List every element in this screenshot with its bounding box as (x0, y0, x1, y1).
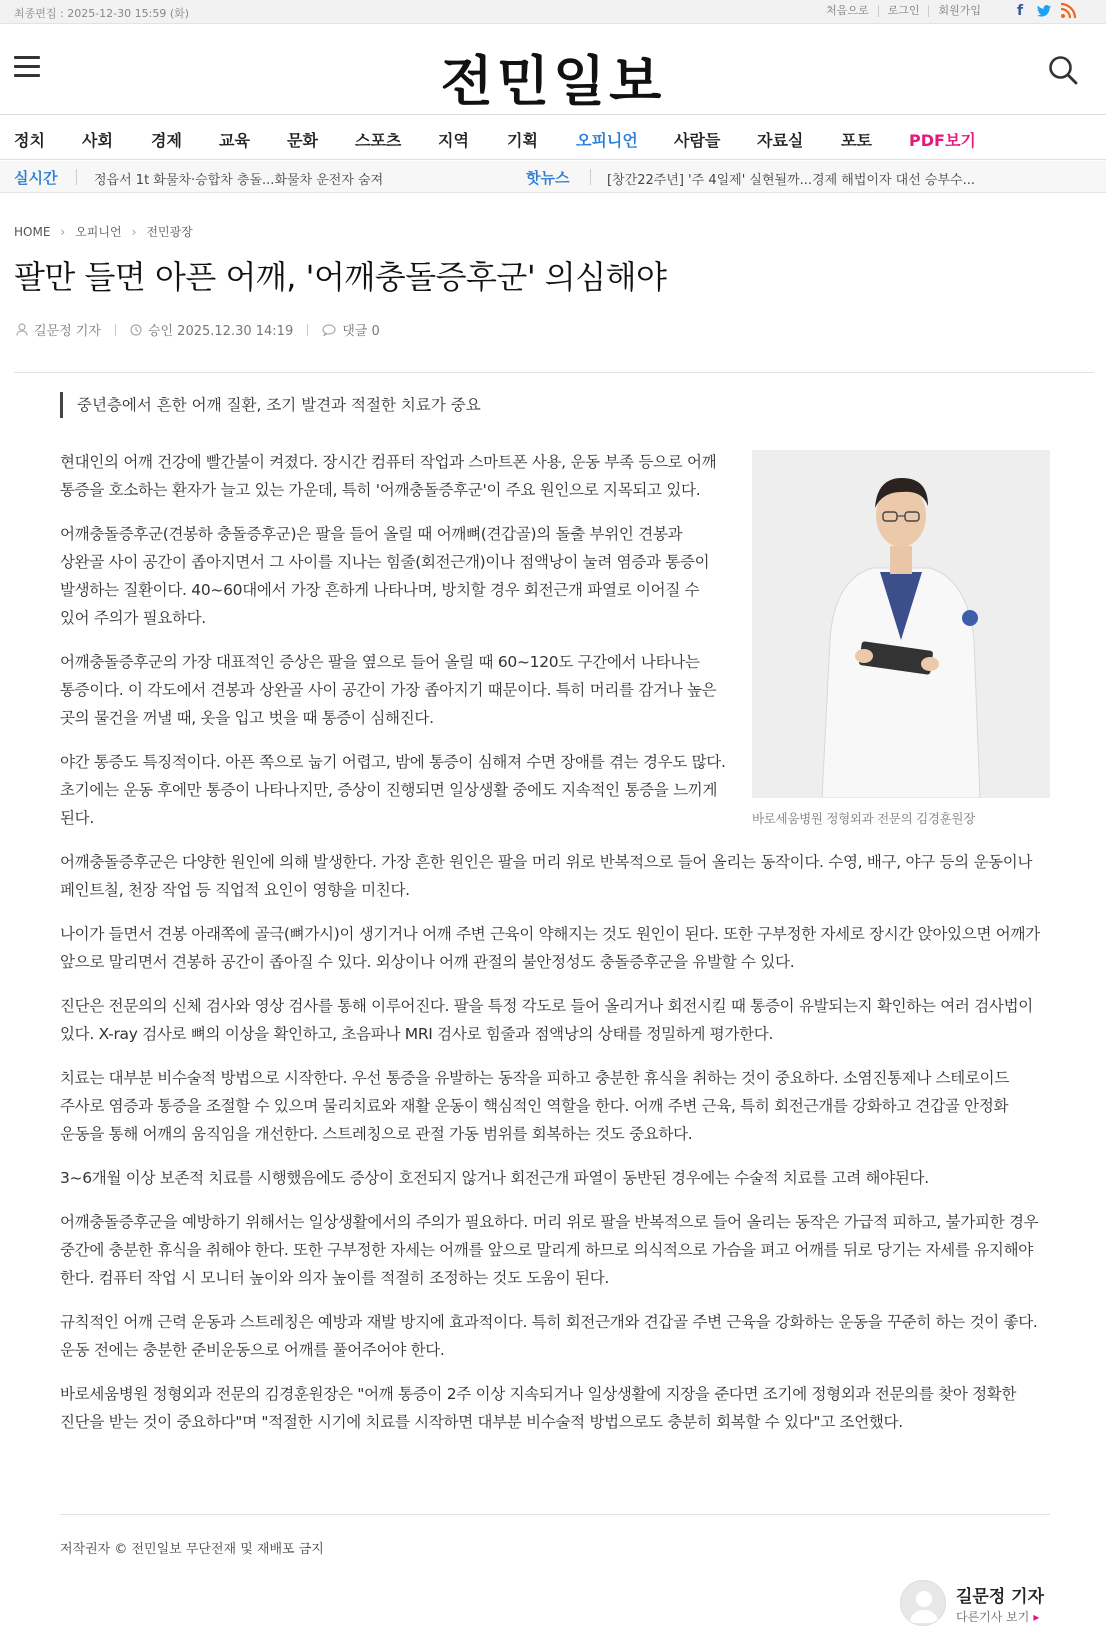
news-ticker (0, 161, 1106, 193)
top-links (817, 5, 990, 17)
nav-archive[interactable]: 자료실 (757, 131, 804, 150)
chevron-right-icon: › (131, 224, 137, 239)
nav-region[interactable]: 지역 (438, 131, 469, 150)
article-paragraph: 현대인의 어깨 건강에 빨간불이 켜졌다. 장시간 컴퓨터 작업과 스마트폰 사용, 운동 부족 등으로 어깨 통증을 호소하는 환자가 늘고 있는 가운데, 특히 '어깨충돌증후군'이 주요 원인으로 지목되고 있다. (60, 453, 717, 499)
arrow-right-icon: ▸ (1033, 1610, 1040, 1624)
nav-culture[interactable]: 문화 (287, 131, 318, 150)
user-icon (16, 323, 28, 336)
nav-photo[interactable]: 포토 (841, 131, 872, 150)
signup-link[interactable]: 회원가입 (928, 5, 990, 17)
author-box-name[interactable]: 길문정 기자 (956, 1587, 1045, 1607)
nav-opinion[interactable]: 오피니언 (576, 131, 638, 150)
hot-news-label: 핫뉴스 (526, 169, 570, 187)
ticker-divider (76, 169, 77, 185)
hot-news-headline[interactable]: [창간22주년] '주 4일제' 실현될까...경제 해법이자 대선 승부수... (607, 173, 975, 188)
chevron-right-icon: › (60, 224, 66, 239)
site-logo[interactable]: 전민일보 (440, 49, 666, 113)
article-byline (16, 320, 380, 339)
main-nav (0, 116, 1106, 160)
article-paragraph: 나이가 들면서 견봉 아래쪽에 골극(뼈가시)이 생기거나 어깨 주변 근육이 약해지는 것도 원인이 된다. 또한 구부정한 자세로 장시간 앉아있으면 어깨가 앞으로 말리면서 견봉하 공간이 좁아질 수 있다. 외상이나 어깨 관절의 불안정성도 충돌증후군을 유발할 수 있다. (60, 925, 1040, 971)
copyright-notice: 저작권자 © 전민일보 무단전재 및 재배포 금지 (60, 1542, 324, 1557)
article-paragraph: 바로세움병원 정형외과 전문의 김경훈원장은 "어깨 통증이 2주 이상 지속되거나 일상생활에 지장을 준다면 조기에 정형외과 전문의를 찾아 정확한 진단을 받는 것이 중요하다"며 "적절한 시기에 치료를 시작하면 대부분 비수술적 방법으로도 충분히 회복할 수 있다"고 조언했다. (60, 1385, 1017, 1431)
other-articles-label: 다른기사 보기 (956, 1610, 1030, 1624)
ticker-divider (590, 169, 591, 185)
article-title: 팔만 들면 아픈 어깨, '어깨충돌증후군' 의심해야 (14, 258, 667, 296)
article-body (60, 448, 1050, 1452)
breadcrumb-home[interactable]: HOME (14, 224, 51, 239)
top-bar (0, 0, 1106, 24)
doctor-photo[interactable] (752, 450, 1050, 798)
article-paragraph: 어깨충돌증후군을 예방하기 위해서는 일상생활에서의 주의가 필요하다. 머리 위로 팔을 반복적으로 들어 올리는 동작은 가급적 피하고, 불가피한 경우 중간에 충분한 휴식을 취해야 한다. 또한 구부정한 자세는 어깨를 앞으로 말리게 하므로 의식적으로 가슴을 펴고 어깨를 뒤로 당기는 자세를 유지해야 한다. 컴퓨터 작업 시 모니터 높이와 의자 높이를 적절히 조정하는 것도 도움이 된다. (60, 1213, 1039, 1287)
photo-caption: 바로세움병원 정형외과 전문의 김경훈원장 (752, 811, 975, 826)
nav-sports[interactable]: 스포츠 (355, 131, 402, 150)
comment-icon (322, 324, 336, 336)
realtime-headline[interactable]: 정읍서 1t 화물차·승합차 충돌...화물차 운전자 숨져 (94, 173, 384, 188)
nav-people[interactable]: 사람들 (674, 131, 721, 150)
search-icon[interactable] (1048, 55, 1078, 85)
nav-planning[interactable]: 기획 (507, 131, 538, 150)
byline-divider (115, 324, 116, 336)
approved-time: 승인 2025.12.30 14:19 (147, 324, 294, 339)
avatar[interactable] (900, 1580, 946, 1626)
site-header (0, 25, 1106, 115)
author-name[interactable]: 길문정 기자 (34, 324, 101, 339)
article-paragraph: 진단은 전문의의 신체 검사와 영상 검사를 통해 이루어진다. 팔을 특정 각도로 들어 올리거나 회전시킬 때 통증이 유발되는지 확인하는 여러 검사법이 있다. X-ray 검사로 뼈의 이상을 확인하고, 초음파나 MRI 검사로 힘줄과 점액낭의 상태를 정밀하게 평가한다. (60, 997, 1033, 1043)
comment-count[interactable]: 댓글 0 (342, 324, 380, 339)
nav-pdf[interactable]: PDF보기 (909, 131, 976, 150)
social-links (1012, 3, 1076, 19)
nav-education[interactable]: 교육 (219, 131, 250, 150)
nav-society[interactable]: 사회 (82, 131, 113, 150)
article-paragraph: 규칙적인 어깨 근력 운동과 스트레칭은 예방과 재발 방지에 효과적이다. 특히 회전근개와 견갑골 주변 근육을 강화하는 운동을 꾸준히 하는 것이 좋다. 운동 전에는 충분한 준비운동으로 어깨를 풀어주어야 한다. (60, 1313, 1038, 1359)
home-link[interactable]: 처음으로 (826, 4, 869, 17)
breadcrumb (14, 223, 193, 240)
article-paragraph: 야간 통증도 특징적이다. 아픈 쪽으로 눕기 어렵고, 밤에 통증이 심해져 수면 장애를 겪는 경우도 많다. 초기에는 운동 후에만 통증이 나타나지만, 증상이 진행되면 일상생활 중에도 지속적인 통증을 느끼게 된다. (60, 753, 726, 827)
clock-icon (130, 324, 142, 336)
breadcrumb-section[interactable]: 전민광장 (146, 225, 193, 239)
article-paragraph: 어깨충돌증후군은 다양한 원인에 의해 발생한다. 가장 흔한 원인은 팔을 머리 위로 반복적으로 들어 올리는 동작이다. 수영, 배구, 야구 등의 운동이나 페인트칠, 천장 작업 등 직업적 요인이 영향을 미친다. (60, 853, 1033, 899)
rss-icon[interactable] (1060, 3, 1076, 19)
nav-economy[interactable]: 경제 (151, 131, 182, 150)
article-paragraph: 어깨충돌증후군의 가장 대표적인 증상은 팔을 옆으로 들어 올릴 때 60~120도 구간에서 나타나는 통증이다. 이 각도에서 견봉과 상완골 사이 공간이 가장 좁아지기 때문이다. 특히 머리를 감거나 높은 곳의 물건을 꺼낼 때, 옷을 입고 벗을 때 통증이 심해진다. (60, 653, 717, 727)
byline-divider (307, 324, 308, 336)
realtime-label: 실시간 (14, 169, 58, 187)
article-figure (752, 450, 1050, 828)
last-edited: 최종편집 : 2025-12-30 15:59 (화) (14, 7, 190, 20)
other-articles-link[interactable] (956, 1608, 1039, 1625)
login-link[interactable]: 로그인 (878, 5, 929, 17)
article-paragraph: 치료는 대부분 비수술적 방법으로 시작한다. 우선 통증을 유발하는 동작을 피하고 충분한 휴식을 취하는 것이 중요하다. 소염진통제나 스테로이드 주사로 염증과 통증을 조절할 수 있으며 물리치료와 재활 운동이 핵심적인 역할을 한다. 어깨 주변 근육, 특히 회전근개를 강화하고 견갑골 안정화 운동을 통해 어깨의 움직임을 개선한다. 스트레칭으로 관절 가동 범위를 회복하는 것도 중요하다. (60, 1069, 1009, 1143)
nav-politics[interactable]: 정치 (14, 131, 45, 150)
article-paragraph: 3~6개월 이상 보존적 치료를 시행했음에도 증상이 호전되지 않거나 회전근개 파열이 동반된 경우에는 수술적 치료를 고려 해야된다. (60, 1169, 929, 1187)
facebook-icon[interactable]: f (1016, 3, 1024, 19)
article-summary: 중년층에서 흔한 어깨 질환, 조기 발견과 적절한 치료가 중요 (60, 392, 481, 418)
footer-divider (60, 1514, 1050, 1515)
title-divider (14, 372, 1094, 373)
author-box (900, 1580, 1050, 1640)
twitter-icon[interactable] (1036, 3, 1052, 19)
article-paragraph: 어깨충돌증후군(견봉하 충돌증후군)은 팔을 들어 올릴 때 어깨뼈(견갑골)의 돌출 부위인 견봉과 상완골 사이 공간이 좁아지면서 그 사이를 지나는 힘줄(회전근개)이나 점액낭이 눌려 염증과 통증이 발생하는 질환이다. 40~60대에서 가장 흔하게 나타나며, 방치할 경우 회전근개 파열로 이어질 수 있어 주의가 필요하다. (60, 525, 710, 627)
breadcrumb-opinion[interactable]: 오피니언 (75, 225, 122, 239)
